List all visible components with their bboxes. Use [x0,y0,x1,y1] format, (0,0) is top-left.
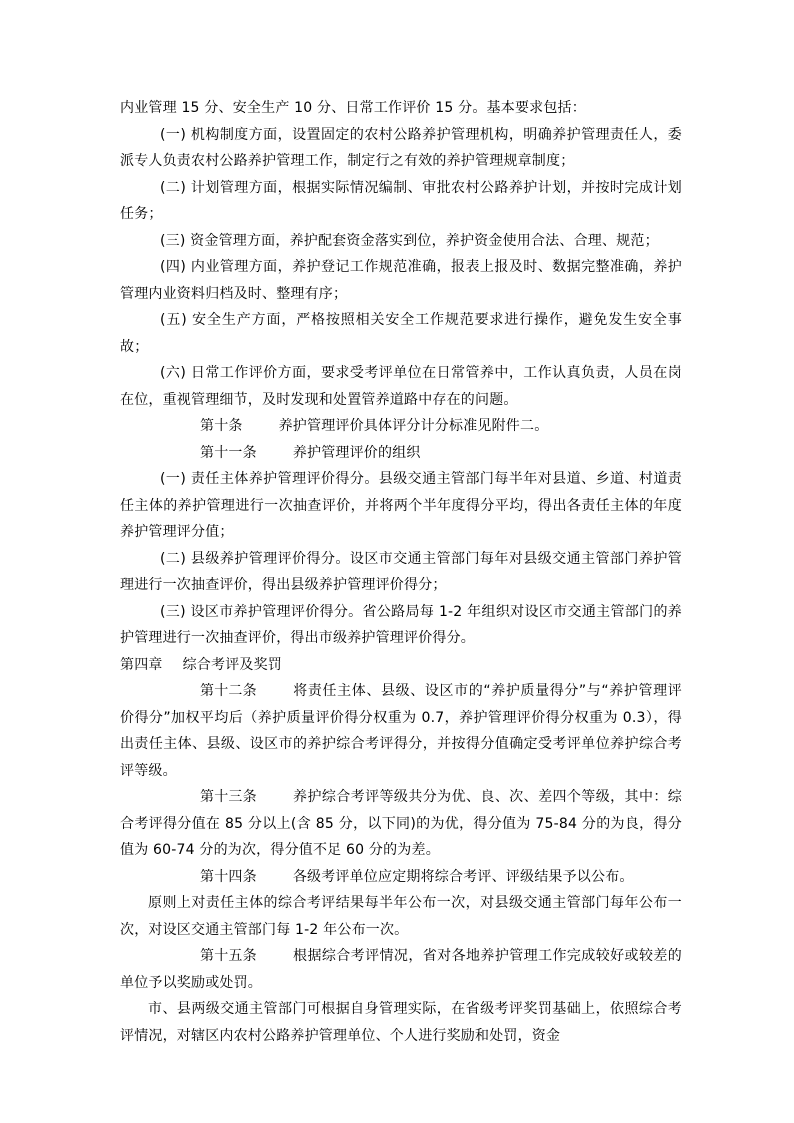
article-text: 养护管理评价的组织 [292,444,421,461]
article-12 [120,678,682,784]
chapter-label: 第四章 [120,656,163,673]
article-15 [120,943,682,996]
paragraph-reward: 市、县两级交通主管部门可根据自身管理实际，在省级考评奖罚基础上，依照综合考评情况，对辖区内农村公路养护管理单位、个人进行奖励和处罚，资金 [120,1001,682,1044]
chapter-heading [120,652,682,679]
article-13 [120,784,682,864]
paragraph-item-4: (四) 内业管理方面，养护登记工作规范准确，报表上报及时、数据完整准确，养护管理内业资料归档及时、整理有序； [120,259,682,302]
article-14 [120,864,682,891]
article-text: 根据综合考评情况，省对各地养护管理工作完成较好或较差的单位予以奖励或处罚。 [120,948,682,991]
paragraph-item-1: (一) 机构制度方面，设置固定的农村公路养护管理机构，明确养护管理责任人，委派专人负责农村公路养护管理工作，制定行之有效的养护管理规章制度； [120,126,682,169]
paragraph-eval-2: (二) 县级养护管理评价得分。设区市交通主管部门每年对县级交通主管部门养护管理进行一次抽查评价，得出县级养护管理评价得分； [120,550,682,593]
article-label: 第十四条 [200,868,257,885]
paragraph-eval-1: (一) 责任主体养护管理评价得分。县级交通主管部门每半年对县道、乡道、村道责任主体的养护管理进行一次抽查评价，并将两个半年度得分平均，得出各责任主体的年度养护管理评分值； [120,471,682,540]
article-text: 养护管理评价具体评分计分标准见附件二。 [278,418,549,434]
article-label: 第十二条 [200,683,257,699]
paragraph-eval-3: (三) 设区市养护管理评价得分。省公路局每 1-2 年组织对设区市交通主管部门的养护管理进行一次抽查评价，得出市级养护管理评价得分。 [120,603,682,646]
article-11 [120,440,682,467]
article-10 [120,413,682,440]
article-text: 养护综合考评等级共分为优、良、次、差四个等级，其中：综合考评得分值在 85 分以上(含 85 分，以下同)的为优，得分值为 75-84 分的为良，得分值为 60-74 分的为次，得分值不足 60 分的为差。 [120,789,682,858]
article-label: 第十三条 [200,789,257,805]
paragraph-publish: 原则上对责任主体的综合考评结果每半年公布一次，对县级交通主管部门每年公布一次，对设区交通主管部门每 1-2 年公布一次。 [120,895,682,938]
paragraph-item-2: (二) 计划管理方面，根据实际情况编制、审批农村公路养护计划，并按时完成计划任务； [120,179,682,222]
body-text [120,95,682,1049]
article-label: 第十一条 [200,444,257,461]
chapter-title: 综合考评及奖罚 [182,656,283,673]
article-label: 第十条 [200,418,243,434]
paragraph-item-6: (六) 日常工作评价方面，要求受考评单位在日常管养中，工作认真负责，人员在岗在位，重视管理细节，及时发现和处置管养道路中存在的问题。 [120,365,682,408]
article-text: 将责任主体、县级、设区市的“养护质量得分”与“养护管理评价得分”加权平均后（养护质量评价得分权重为 0.7，养护管理评价得分权重为 0.3），得出责任主体、县级、设区市的养护综合考评得分，并按得分值确定受考评单位养护综合考评等级。 [120,683,682,779]
paragraph: 内业管理 15 分、安全生产 10 分、日常工作评价 15 分。基本要求包括： [120,100,586,116]
article-text: 各级考评单位应定期将综合考评、评级结果予以公布。 [292,868,634,885]
article-label: 第十五条 [200,948,257,964]
paragraph-item-3: (三) 资金管理方面，养护配套资金落实到位，养护资金使用合法、合理、规范； [160,232,659,249]
paragraph-item-5: (五) 安全生产方面，严格按照相关安全工作规范要求进行操作，避免发生安全事故； [120,312,682,355]
